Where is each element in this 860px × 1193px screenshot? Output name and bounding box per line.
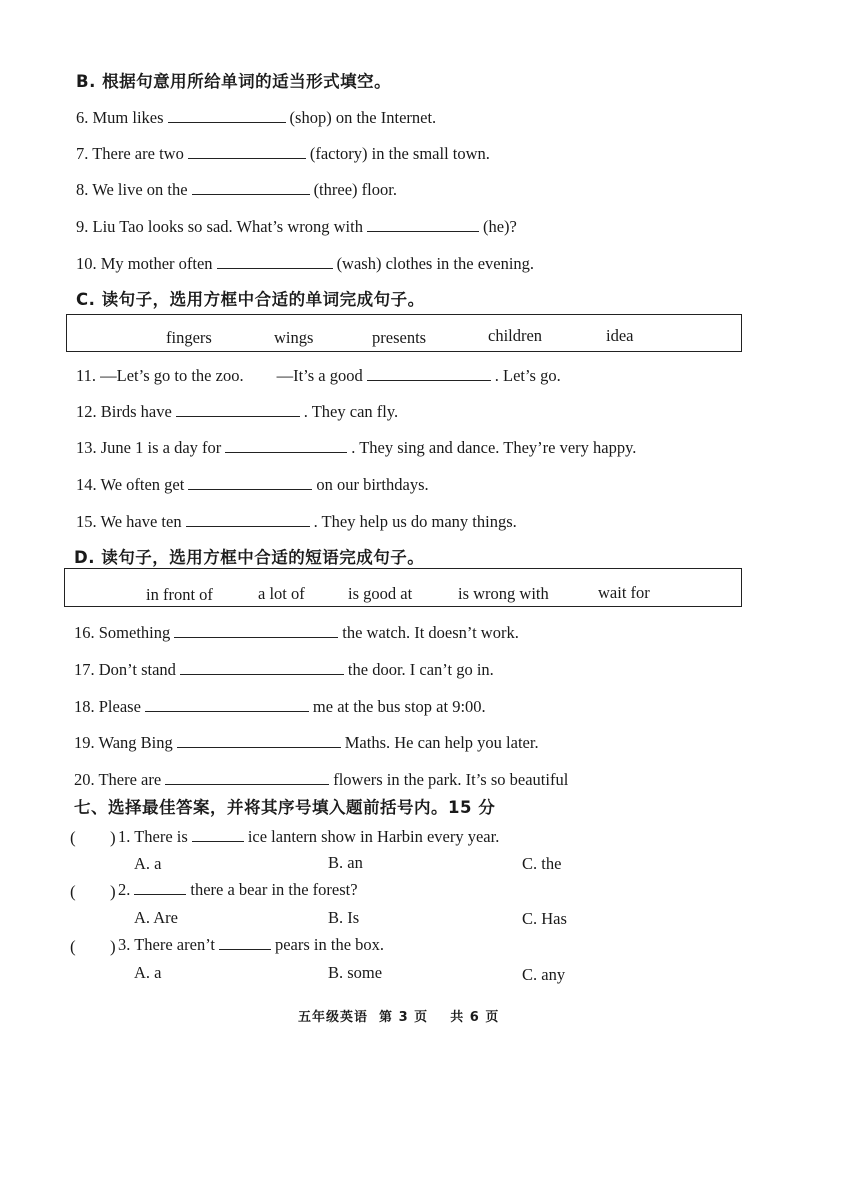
answer-blank[interactable] bbox=[134, 880, 186, 895]
option-a[interactable]: A. Are bbox=[134, 908, 178, 927]
answer-paren-close: ) bbox=[110, 828, 116, 847]
phrase-in-front-of: in front of bbox=[146, 585, 213, 604]
answer-paren-open: ( bbox=[70, 937, 76, 956]
question-9: 9. Liu Tao looks so sad. What’s wrong with (he)? bbox=[76, 217, 517, 236]
section-7-title: 七、选择最佳答案，并将其序号填入题前括号内。15 分 bbox=[74, 798, 496, 817]
answer-paren-close: ) bbox=[110, 882, 116, 901]
question-17: 17. Don’t stand the door. I can’t go in. bbox=[74, 660, 494, 679]
answer-blank[interactable] bbox=[177, 733, 341, 748]
answer-blank[interactable] bbox=[217, 254, 333, 269]
question-14: 14. We often get on our birthdays. bbox=[76, 475, 429, 494]
answer-blank[interactable] bbox=[225, 438, 347, 453]
question-6: 6. Mum likes (shop) on the Internet. bbox=[76, 108, 437, 127]
choice-question-3: 3. There aren’t pears in the box. bbox=[118, 935, 385, 954]
answer-blank[interactable] bbox=[188, 144, 306, 159]
answer-blank[interactable] bbox=[186, 512, 310, 527]
question-12: 12. Birds have . They can fly. bbox=[76, 402, 399, 421]
answer-paren-open: ( bbox=[70, 828, 76, 847]
question-19: 19. Wang Bing Maths. He can help you later. bbox=[74, 733, 539, 752]
question-8: 8. We live on the (three) floor. bbox=[76, 180, 397, 199]
question-13: 13. June 1 is a day for . They sing and dance. They’re very happy. bbox=[76, 438, 637, 457]
question-20: 20. There are flowers in the park. It’s so beautiful bbox=[74, 770, 569, 789]
option-b[interactable]: B. Is bbox=[328, 908, 360, 927]
phrase-a-lot-of: a lot of bbox=[258, 584, 305, 603]
phrase-is-wrong-with: is wrong with bbox=[458, 584, 549, 603]
phrase-wait-for: wait for bbox=[598, 583, 650, 602]
question-15: 15. We have ten . They help us do many things. bbox=[76, 512, 517, 531]
question-10: 10. My mother often (wash) clothes in the evening. bbox=[76, 254, 535, 273]
option-b[interactable]: B. an bbox=[328, 853, 363, 872]
phrase-is-good-at: is good at bbox=[348, 584, 413, 603]
answer-blank[interactable] bbox=[174, 623, 338, 638]
section-b-title: B. 根据句意用所给单词的适当形式填空。 bbox=[76, 72, 392, 91]
answer-blank[interactable] bbox=[192, 180, 310, 195]
option-c[interactable]: C. the bbox=[522, 854, 562, 873]
word-children: children bbox=[488, 326, 543, 345]
answer-blank[interactable] bbox=[176, 402, 300, 417]
question-7: 7. There are two (factory) in the small town. bbox=[76, 144, 490, 163]
word-idea: idea bbox=[606, 326, 634, 345]
option-b[interactable]: B. some bbox=[328, 963, 383, 982]
choice-question-1: 1. There is ice lantern show in Harbin every year. bbox=[118, 827, 500, 846]
answer-blank[interactable] bbox=[367, 217, 479, 232]
page-footer: 五年级英语 第 3 页 共 6 页 bbox=[298, 1010, 500, 1025]
answer-blank[interactable] bbox=[180, 660, 344, 675]
word-fingers: fingers bbox=[166, 328, 212, 347]
answer-blank[interactable] bbox=[219, 935, 271, 950]
answer-blank[interactable] bbox=[145, 697, 309, 712]
question-11: 11. —Let’s go to the zoo. —It’s a good . Let’s go. bbox=[76, 366, 561, 385]
answer-paren-close: ) bbox=[110, 937, 116, 956]
answer-paren-open: ( bbox=[70, 882, 76, 901]
option-a[interactable]: A. a bbox=[134, 963, 162, 982]
option-a[interactable]: A. a bbox=[134, 854, 162, 873]
choice-question-2: 2. there a bear in the forest? bbox=[118, 880, 358, 899]
option-c[interactable]: C. Has bbox=[522, 909, 567, 928]
answer-blank[interactable] bbox=[168, 108, 286, 123]
word-presents: presents bbox=[372, 328, 427, 347]
answer-blank[interactable] bbox=[188, 475, 312, 490]
section-c-title: C. 读句子，选用方框中合适的单词完成句子。 bbox=[76, 290, 425, 309]
word-wings: wings bbox=[274, 328, 314, 347]
section-d-title: D. 读句子，选用方框中合适的短语完成句子。 bbox=[74, 548, 425, 567]
answer-blank[interactable] bbox=[192, 827, 244, 842]
answer-blank[interactable] bbox=[165, 770, 329, 785]
answer-blank[interactable] bbox=[367, 366, 491, 381]
option-c[interactable]: C. any bbox=[522, 965, 566, 984]
question-16: 16. Something the watch. It doesn’t work. bbox=[74, 623, 519, 642]
question-18: 18. Please me at the bus stop at 9:00. bbox=[74, 697, 486, 716]
